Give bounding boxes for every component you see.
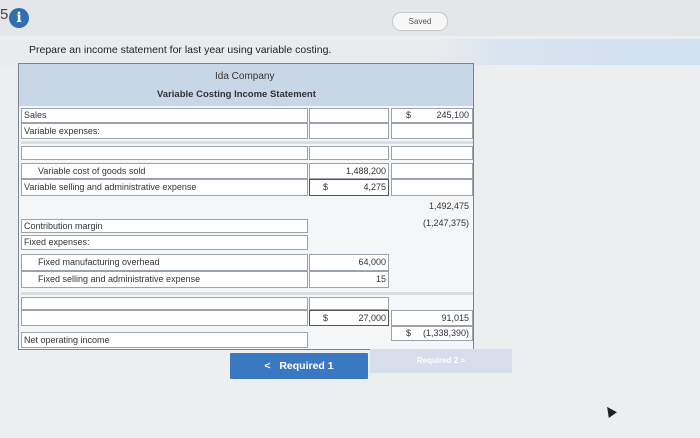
fixed-mfg-label: Fixed manufacturing overhead xyxy=(38,257,160,267)
company-name: Ida Company xyxy=(215,71,275,82)
variable-sa-label-field[interactable] xyxy=(21,179,308,196)
top-bar xyxy=(0,0,700,36)
sales-value-input[interactable] xyxy=(391,108,473,123)
step-number: 5 xyxy=(0,6,9,23)
prev-required-1-button[interactable] xyxy=(230,353,368,379)
info-icon[interactable]: i xyxy=(9,8,29,28)
sales-label: Sales xyxy=(24,110,47,120)
next-button-label: Required 2 xyxy=(416,356,459,365)
variable-expenses-label: Variable expenses: xyxy=(24,126,100,136)
chevron-right-icon: > xyxy=(460,356,466,365)
separator xyxy=(21,141,473,144)
fixed-mfg-value: 64,000 xyxy=(358,257,386,267)
total-fixed-input[interactable] xyxy=(391,310,473,326)
fixed-mfg-label-field[interactable] xyxy=(21,254,308,271)
statement-title: Variable Costing Income Statement xyxy=(157,89,316,100)
fixed-expenses-label-field[interactable] xyxy=(21,235,308,250)
blank-mid-input[interactable] xyxy=(309,297,389,310)
blank-value-input[interactable] xyxy=(391,146,473,160)
variable-expenses-mid-input[interactable] xyxy=(309,123,389,139)
noi-value: (1,338,390) xyxy=(422,328,469,338)
sales-label-field[interactable] xyxy=(21,108,308,123)
fixed-total-label-field[interactable] xyxy=(21,310,308,326)
instruction-text: Prepare an income statement for last year using variable costing. xyxy=(29,44,332,56)
sales-mid-input[interactable] xyxy=(309,108,389,123)
next-required-2-button[interactable] xyxy=(370,349,512,373)
variable-sa-input[interactable] xyxy=(309,179,389,196)
variable-sa-dollar-sign: $ xyxy=(323,182,329,192)
contribution-margin-label: Contribution margin xyxy=(24,221,103,231)
variable-cogs-input[interactable] xyxy=(309,163,389,179)
variable-cogs-value: 1,488,200 xyxy=(345,166,386,176)
blank-row-field[interactable] xyxy=(21,297,308,310)
noi-dollar-sign: $ xyxy=(406,328,412,338)
sales-dollar-sign: $ xyxy=(406,110,412,120)
fixed-sa-label-field[interactable] xyxy=(21,271,308,288)
prev-button-label: Required 1 xyxy=(279,360,334,372)
fixed-expenses-label: Fixed expenses: xyxy=(24,237,90,247)
variable-expenses-value-input[interactable] xyxy=(391,123,473,139)
mouse-cursor-icon xyxy=(603,404,617,418)
fixed-sa-label: Fixed selling and administrative expense xyxy=(38,274,201,284)
noi-label: Net operating income xyxy=(24,335,110,345)
sales-value: 245,100 xyxy=(436,110,469,120)
total-variable-expenses: 1,492,475 xyxy=(428,201,469,211)
saved-status-badge: Saved xyxy=(392,12,448,31)
noi-value-input[interactable] xyxy=(391,326,473,341)
separator xyxy=(21,292,473,295)
chevron-left-icon: < xyxy=(264,360,271,372)
fixed-total-input-value: 27,000 xyxy=(358,313,386,323)
variable-sa-value: 4,275 xyxy=(363,182,386,192)
income-statement-table xyxy=(18,63,474,350)
blank-mid-input[interactable] xyxy=(309,146,389,160)
total-fixed-value: 91,015 xyxy=(441,313,469,323)
fixed-total-input[interactable] xyxy=(309,310,389,326)
statement-header xyxy=(19,64,473,106)
fixed-mfg-input[interactable] xyxy=(309,254,389,271)
blank-row-field[interactable] xyxy=(21,146,308,160)
variable-sa-total-input[interactable] xyxy=(391,179,473,196)
contribution-margin-value: (1,247,375) xyxy=(422,218,469,228)
variable-cogs-total-input[interactable] xyxy=(391,163,473,179)
variable-expenses-label-field[interactable] xyxy=(21,123,308,139)
contribution-margin-label-field[interactable] xyxy=(21,219,308,233)
fixed-sa-value: 15 xyxy=(375,274,386,284)
variable-sa-label: Variable selling and administrative expense xyxy=(24,182,197,192)
noi-label-field[interactable] xyxy=(21,332,308,348)
variable-cogs-label: Variable cost of goods sold xyxy=(38,166,146,176)
variable-cogs-label-field[interactable] xyxy=(21,163,308,179)
fixed-sa-input[interactable] xyxy=(309,271,389,288)
fixed-total-dollar-sign: $ xyxy=(323,313,329,323)
